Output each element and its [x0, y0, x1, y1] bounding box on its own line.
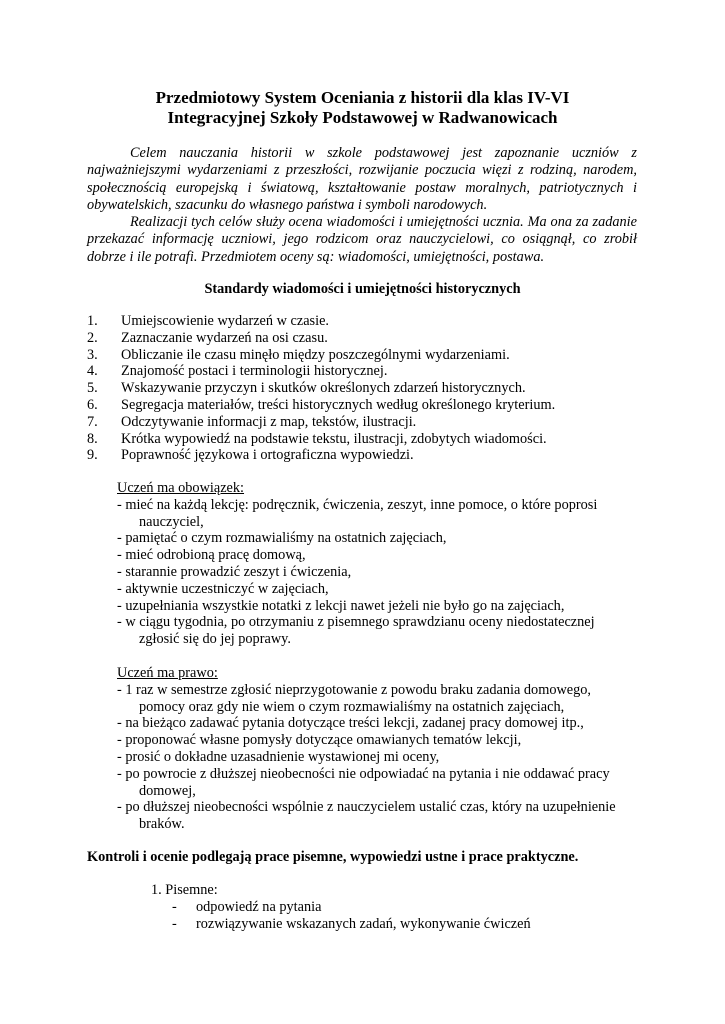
- standards-item: 8. Krótka wypowiedź na podstawie tekstu, ilustracji, zdobytych wiadomości.: [87, 430, 547, 447]
- duty-item: - pamiętać o czym rozmawialiśmy na ostatnich zajęciach,: [117, 530, 447, 547]
- duty-item: - aktywnie uczestniczyć w zajęciach,: [117, 580, 329, 597]
- assessment-heading: Kontroli i ocenie podlegają prace pisemne, wypowiedzi ustne i prace praktyczne.: [87, 849, 579, 865]
- title-line-2: Integracyjnej Szkoły Podstawowej w Radwanowicach: [167, 108, 558, 127]
- duties-header: Uczeń ma obowiązek:: [117, 480, 245, 496]
- right-item: - na bieżąco zadawać pytania dotyczące treści lekcji, zadanej pracy domowej itp.,: [117, 715, 584, 732]
- title-line-1: Przedmiotowy System Oceniania z historii dla klas IV-VI: [155, 88, 570, 107]
- written-work-list: [151, 882, 531, 932]
- rights-header: Uczeń ma prawo:: [117, 665, 218, 681]
- student-duties-section: [117, 480, 637, 648]
- duty-item: - w ciągu tygodnia, po otrzymaniu z pisemnego sprawdzianu oceny niedostatecznej zgłosić się do jej poprawy.: [117, 614, 595, 648]
- standards-item: 6. Segregacja materiałów, treści historycznych według określonego kryterium.: [87, 396, 556, 413]
- standards-item: 1. Umiejscowienie wydarzeń w czasie.: [87, 313, 330, 329]
- standards-heading: Standardy wiadomości i umiejętności historycznych: [204, 281, 521, 297]
- standards-list: [87, 313, 555, 464]
- standards-item: 5. Wskazywanie przyczyn i skutków określonych zdarzeń historycznych.: [87, 380, 526, 397]
- standards-item: 9. Poprawność językowa i ortograficzna wypowiedzi.: [87, 447, 414, 464]
- student-rights-section: [117, 665, 637, 833]
- right-item: - 1 raz w semestrze zgłosić nieprzygotowanie z powodu braku zadania domowego, pomocy oraz gdy nie wiem o czym rozmawialiśmy na ostatnich zajęciach,: [117, 681, 592, 715]
- duty-item: - mieć odrobioną pracę domową,: [117, 547, 306, 564]
- duty-item: - starannie prowadzić zeszyt i ćwiczenia,: [117, 563, 352, 580]
- written-work-item: - odpowiedź na pytania: [172, 898, 322, 915]
- right-item: - prosić o dokładne uzasadnienie wystawionej mi oceny,: [117, 748, 440, 765]
- standards-item: 7. Odczytywanie informacji z map, tekstów, ilustracji.: [87, 413, 417, 430]
- intro-section: [87, 145, 637, 266]
- duty-item: - uzupełniania wszystkie notatki z lekcji nawet jeżeli nie było go na zajęciach,: [117, 597, 565, 614]
- standards-item: 3. Obliczanie ile czasu minęło między poszczególnymi wydarzeniami.: [87, 346, 510, 363]
- standards-item: 4. Znajomość postaci i terminologii historycznej.: [87, 363, 388, 380]
- written-work-item: - rozwiązywanie wskazanych zadań, wykonywanie ćwiczeń: [172, 915, 531, 932]
- intro-paragraph-1: Celem nauczania historii w szkole podstawowej jest zapoznanie uczniów z najważniejszymi wydarzeniami z przeszłości, rozwijanie poczucia więzi z rodziną, narodem, społecznością europejską i światową, kształtowanie postaw moralnych, patriotycznych i obywatelskich, szacunku do własnego państwa i symboli narodowych.: [87, 145, 637, 213]
- standards-item: 2. Zaznaczanie wydarzeń na osi czasu.: [87, 329, 328, 346]
- right-item: - proponować własne pomysły dotyczące omawianych tematów lekcji,: [117, 732, 522, 749]
- intro-paragraph-2: Realizacji tych celów służy ocena wiadomości i umiejętności ucznia. Ma ona za zadanie przekazać informację uczniowi, jego rodzicom oraz nauczycielowi, co osiągnął, co zrobił dobrze i ile potrafi. Przedmiotem oceny są: wiadomości, umiejętności, postawa.: [87, 214, 637, 265]
- written-work-label: 1. Pisemne:: [151, 882, 218, 898]
- right-item: - po dłuższej nieobecności wspólnie z nauczycielem ustalić czas, który na uzupełnienie braków.: [117, 799, 616, 833]
- duty-item: - mieć na każdą lekcję: podręcznik, ćwiczenia, zeszyt, inne pomoce, o które poprosi nauczyciel,: [117, 496, 598, 530]
- right-item: - po powrocie z dłuższej nieobecności nie odpowiadać na pytania i nie oddawać pracy domowej,: [117, 765, 610, 799]
